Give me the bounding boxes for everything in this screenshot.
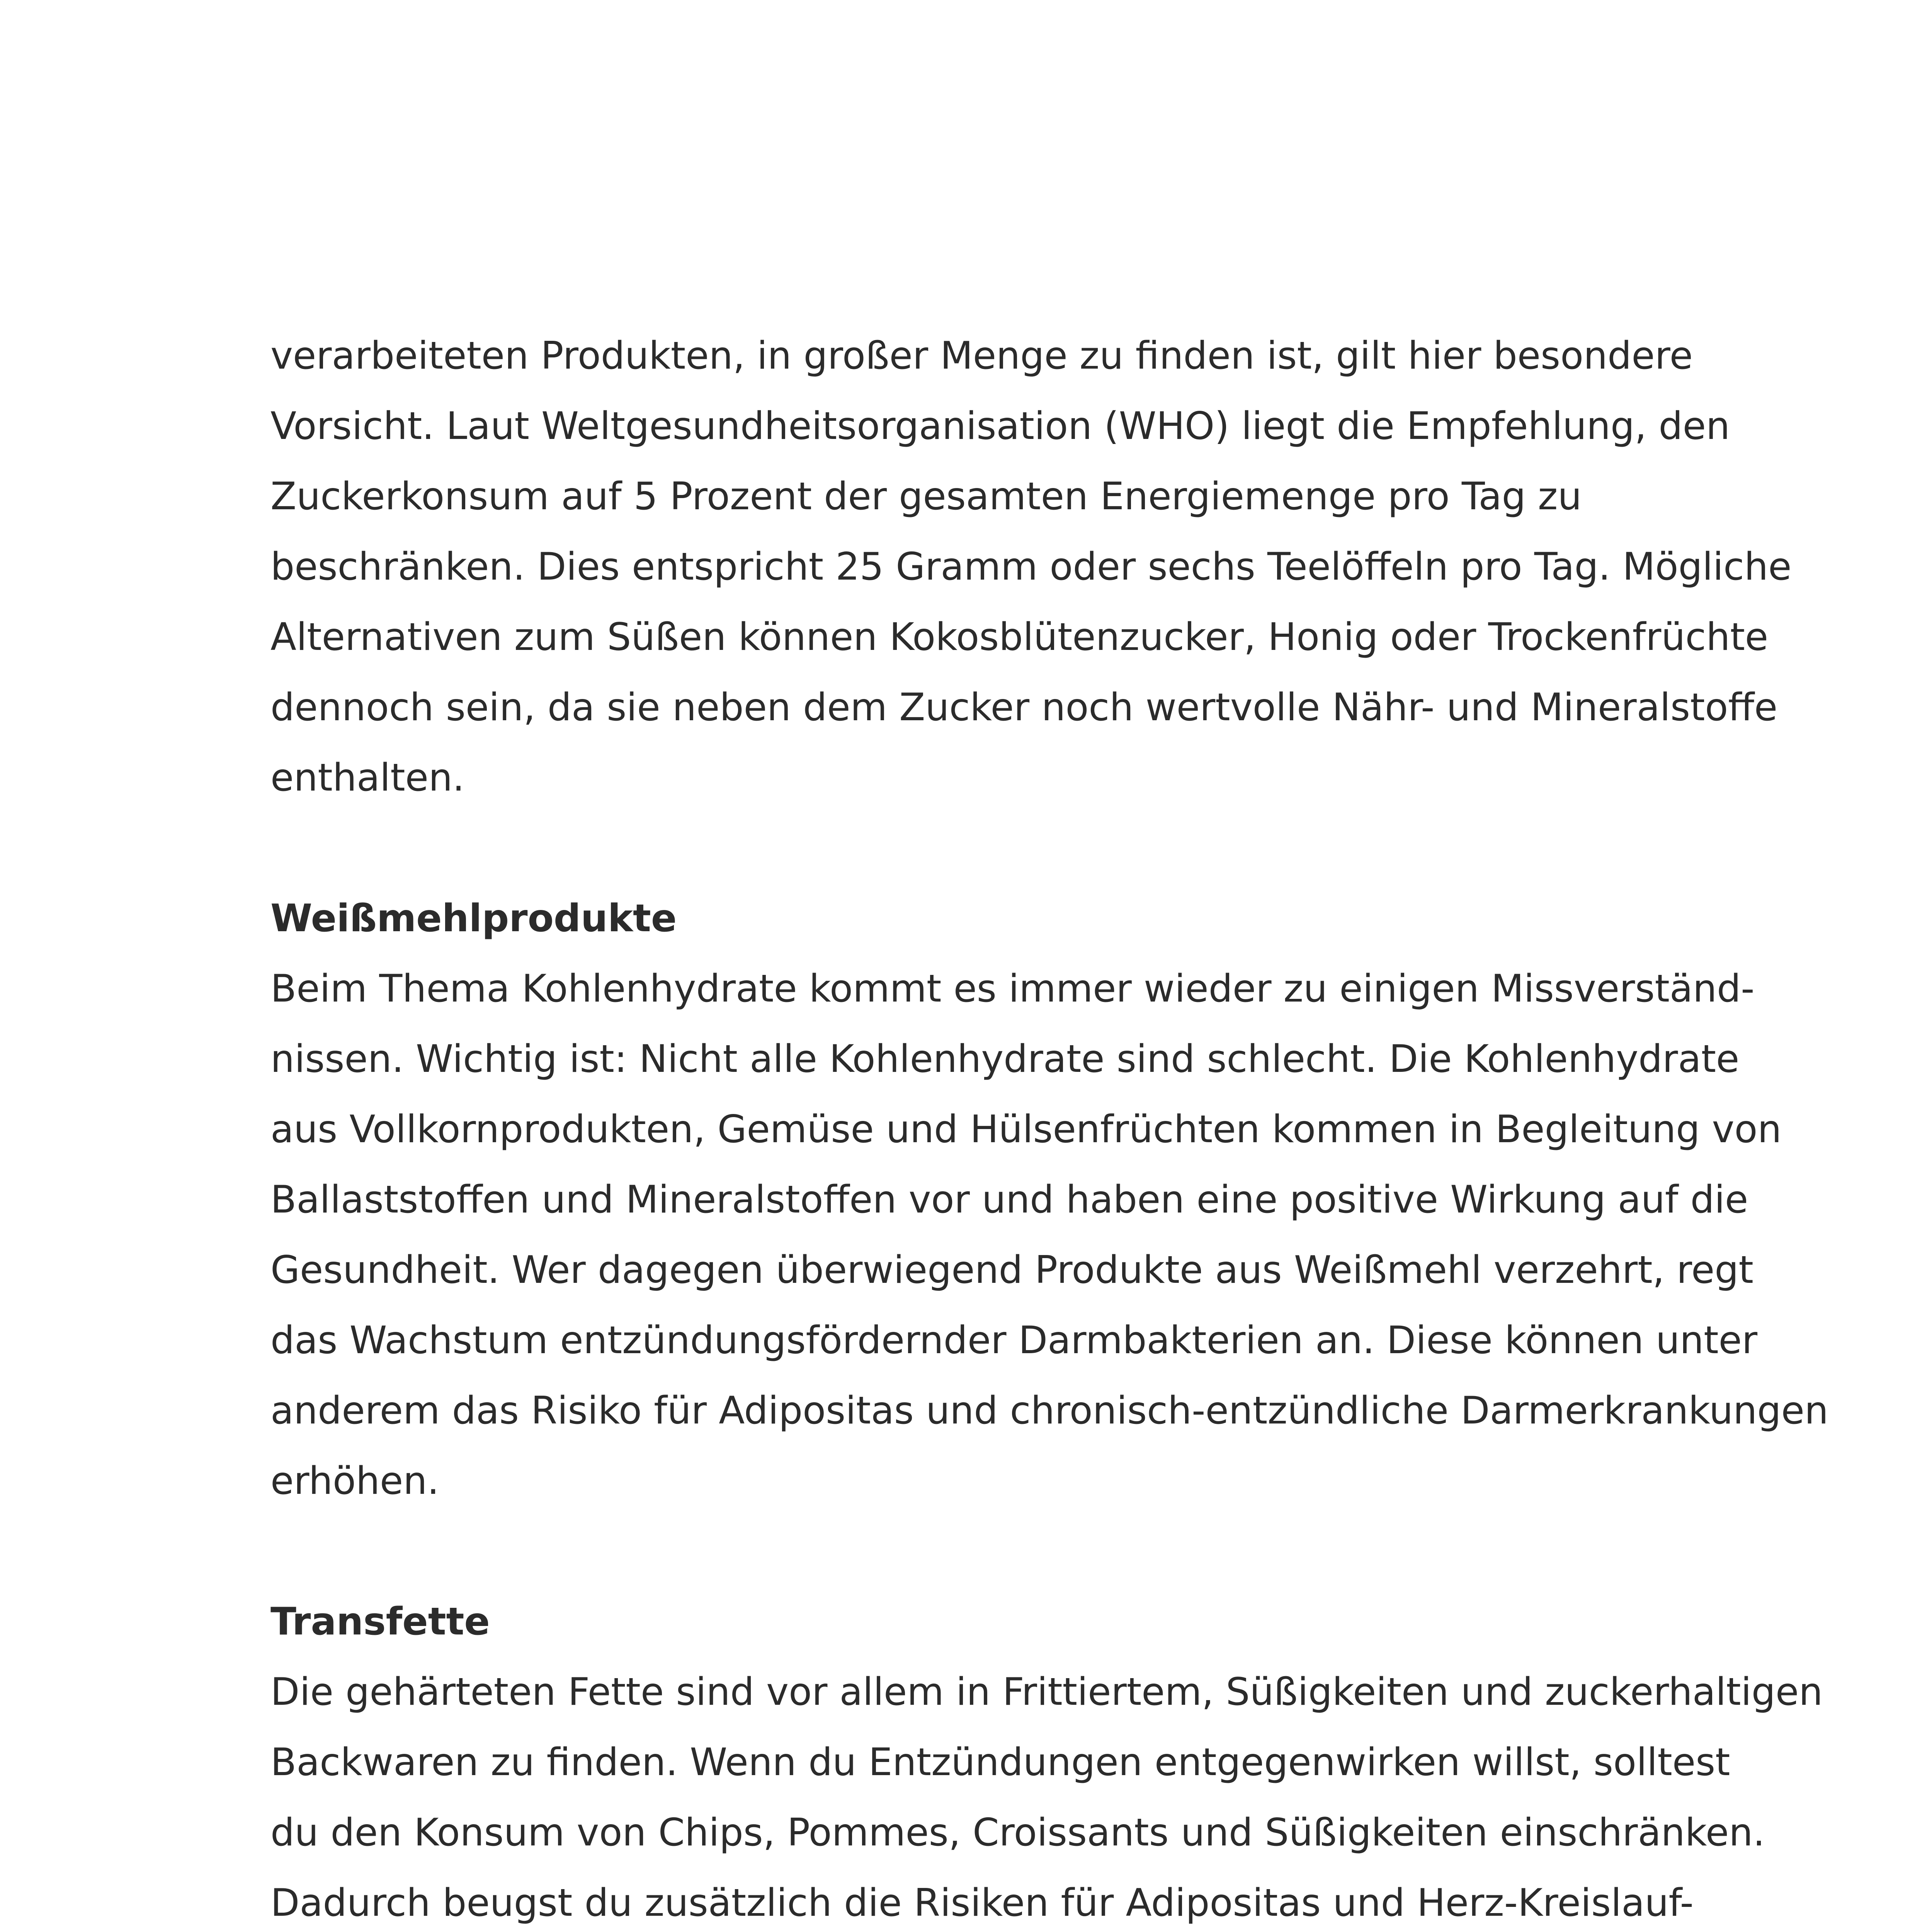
section-spacer <box>270 813 1758 883</box>
paragraph-line: Gesundheit. Wer dagegen überwiegend Produkte aus Weißmehl verzehrt, regt <box>270 1248 1753 1292</box>
paragraph-line: Beim Thema Kohlenhydrate kommt es immer wieder zu einigen Missverständ- <box>270 967 1755 1011</box>
paragraph-line: nissen. Wichtig ist: Nicht alle Kohlenhydrate sind schlecht. Die Kohlenhydrate <box>270 1037 1740 1081</box>
section-transfette <box>270 1587 1823 1932</box>
paragraph-line: Alternativen zum Süßen können Kokosblütenzucker, Honig oder Trockenfrüchte <box>270 615 1769 659</box>
paragraph-line: das Wachstum entzündungsfördernder Darmbakterien an. Diese können unter <box>270 1318 1758 1362</box>
paragraph-line: dennoch sein, da sie neben dem Zucker noch wertvolle Nähr- und Mineralstoffe <box>270 685 1778 730</box>
body-text <box>270 321 1829 1932</box>
paragraph-line: enthalten. <box>270 756 465 800</box>
section-heading: Weißmehlprodukte <box>270 896 677 940</box>
paragraph-line: aus Vollkornprodukten, Gemüse und Hülsenfrüchten kommen in Begleitung von <box>270 1107 1782 1151</box>
paragraph-line: Backwaren zu finden. Wenn du Entzündungen entgegenwirken willst, solltest <box>270 1740 1730 1784</box>
paragraph-line: Vorsicht. Laut Weltgesundheitsorganisation (WHO) liegt die Empfehlung, den <box>270 404 1730 448</box>
paragraph-line: verarbeiteten Produkten, in großer Menge zu finden ist, gilt hier besondere <box>270 334 1693 378</box>
paragraph-line: anderem das Risiko für Adipositas und chronisch-entzündliche Darmerkrankungen <box>270 1389 1829 1433</box>
paragraph-line: beschränken. Dies entspricht 25 Gramm oder sechs Teelöffeln pro Tag. Mögliche <box>270 545 1792 589</box>
intro-paragraph <box>270 321 1792 813</box>
section-weissmehlprodukte <box>270 883 1829 1516</box>
paragraph-line: Die gehärteten Fette sind vor allem in Frittiertem, Süßigkeiten und zuckerhaltigen <box>270 1670 1823 1714</box>
paragraph-line: Ballaststoffen und Mineralstoffen vor und haben eine positive Wirkung auf die <box>270 1178 1748 1222</box>
paragraph-line: erhöhen. <box>270 1459 439 1503</box>
paragraph-line: Zuckerkonsum auf 5 Prozent der gesamten Energiemenge pro Tag zu <box>270 474 1582 519</box>
section-heading: Transfette <box>270 1600 490 1644</box>
section-spacer <box>270 1516 1758 1587</box>
paragraph-line: Dadurch beugst du zusätzlich die Risiken für Adipositas und Herz-Kreislauf- <box>270 1881 1694 1925</box>
paragraph-line: du den Konsum von Chips, Pommes, Croissants und Süßigkeiten einschränken. <box>270 1811 1765 1855</box>
